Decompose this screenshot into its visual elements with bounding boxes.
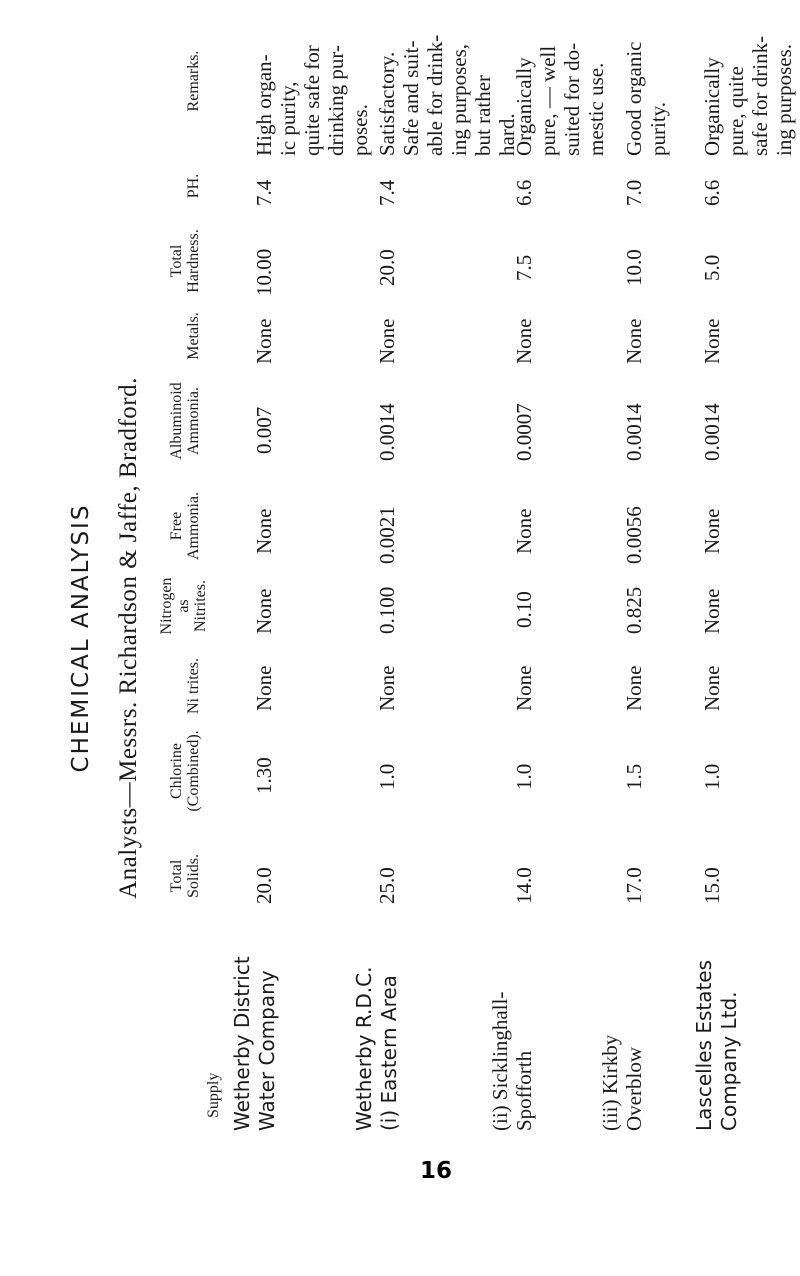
- row-4-total-solids: 17.0: [622, 867, 646, 904]
- header-chlorine: Chlorine (Combined).: [168, 730, 202, 812]
- row-3-metals: None: [512, 318, 536, 364]
- row-1-total-solids: 20.0: [252, 867, 276, 904]
- row-4-total-hardness: 10.0: [622, 249, 646, 286]
- row-5-total-solids: 15.0: [700, 867, 724, 904]
- row-1-nitrogen-nitrites: None: [252, 588, 276, 634]
- row-3-free-ammonia: None: [512, 508, 536, 554]
- row-4-metals: None: [622, 318, 646, 364]
- row-3-nitrogen-nitrites: 0.10: [512, 591, 536, 628]
- row-4-albuminoid-ammonia: 0.0014: [622, 403, 646, 461]
- row-4-nitrogen-nitrites: 0.825: [622, 586, 646, 634]
- header-remarks: Remarks.: [185, 50, 202, 112]
- row-5-ph: 6.6: [700, 179, 724, 206]
- row-2-nitrites: None: [375, 665, 399, 711]
- row-4-nitrites: None: [622, 665, 646, 711]
- row-3-nitrites: None: [512, 665, 536, 711]
- row-1-metals: None: [252, 318, 276, 364]
- row-4-remarks: Good organic purity.: [622, 41, 670, 156]
- row-1-free-ammonia: None: [252, 508, 276, 554]
- row-5-metals: None: [700, 318, 724, 364]
- row-4-chlorine: 1.5: [622, 763, 646, 790]
- header-ph: PH.: [185, 173, 202, 199]
- row-1-supply: Wetherby District Water Company: [230, 956, 279, 1131]
- header-supply: Supply: [205, 1072, 222, 1118]
- row-1-ph: 7.4: [252, 179, 276, 206]
- row-5-chlorine: 1.0: [700, 763, 724, 790]
- row-5-nitrites: None: [700, 665, 724, 711]
- row-2-metals: None: [375, 318, 399, 364]
- row-2-supply: Wetherby R.D.C. (i) Eastern Area: [352, 966, 401, 1131]
- row-4-supply: (iii) Kirkby Overblow: [598, 1034, 646, 1131]
- page-subheading: Analysts—Messrs. Richardson & Jaffe, Bradford.: [115, 377, 142, 899]
- row-5-supply: Lascelles Estates Company Ltd.: [692, 959, 741, 1131]
- header-nitrites: Ni trites.: [185, 658, 202, 714]
- row-2-remarks: Satisfactory. Safe and suit- able for drink- ing purposes, but rather hard.: [375, 34, 519, 156]
- row-2-albuminoid-ammonia: 0.0014: [375, 403, 399, 461]
- row-2-ph: 7.4: [375, 179, 399, 206]
- header-albuminoid-ammonia: Albuminoid Ammonia.: [168, 382, 202, 460]
- header-total-hardness: Total Hardness.: [168, 229, 202, 293]
- row-3-total-hardness: 7.5: [512, 254, 536, 281]
- page-number: 16: [420, 1158, 453, 1184]
- row-1-remarks: High organ- ic purity, quite safe for drinking pur- poses.: [252, 45, 372, 156]
- row-2-total-solids: 25.0: [375, 867, 399, 904]
- page-heading: CHEMICAL ANALYSIS: [68, 503, 94, 773]
- row-5-nitrogen-nitrites: None: [700, 588, 724, 634]
- header-metals: Metals.: [185, 312, 202, 360]
- row-3-remarks: Organically pure, — well suited for do- mestic use.: [512, 42, 608, 156]
- row-1-nitrites: None: [252, 665, 276, 711]
- header-free-ammonia: Free Ammonia.: [168, 492, 202, 560]
- row-3-chlorine: 1.0: [512, 763, 536, 790]
- row-2-free-ammonia: 0.0021: [375, 506, 399, 564]
- row-2-nitrogen-nitrites: 0.100: [375, 586, 399, 634]
- row-3-albuminoid-ammonia: 0.0007: [512, 403, 536, 461]
- row-5-remarks: Organically pure, quite safe for drink- ing purposes.: [700, 35, 796, 156]
- header-nitrogen-nitrites: Nitrogen as Nitrites.: [158, 577, 209, 635]
- row-5-free-ammonia: None: [700, 508, 724, 554]
- row-3-total-solids: 14.0: [512, 867, 536, 904]
- row-4-ph: 7.0: [622, 179, 646, 206]
- row-1-chlorine: 1.30: [252, 757, 276, 794]
- row-3-ph: 6.6: [512, 179, 536, 206]
- row-1-albuminoid-ammonia: 0.007: [252, 406, 276, 454]
- row-5-total-hardness: 5.0: [700, 254, 724, 281]
- row-3-supply: (ii) Sicklinghall- Spofforth: [488, 991, 536, 1131]
- row-4-free-ammonia: 0.0056: [622, 506, 646, 564]
- row-1-total-hardness: 10.00: [252, 248, 276, 296]
- row-5-albuminoid-ammonia: 0.0014: [700, 403, 724, 461]
- row-2-chlorine: 1.0: [375, 763, 399, 790]
- row-2-total-hardness: 20.0: [375, 249, 399, 286]
- header-total-solids: Total Solids.: [168, 854, 202, 899]
